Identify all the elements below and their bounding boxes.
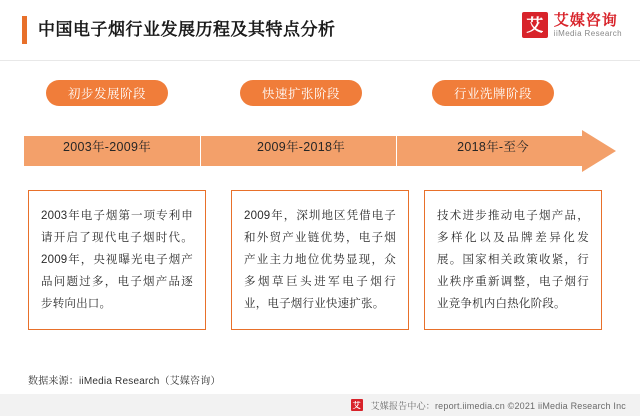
brand-name-cn: 艾媒咨询 <box>553 12 618 29</box>
footer-bar <box>0 394 640 416</box>
stage-pill-2: 快速扩张阶段 <box>240 80 362 106</box>
timeline-period-3: 2018年-至今 <box>457 140 529 154</box>
timeline-period-1: 2003年-2009年 <box>62 140 152 154</box>
data-source-note: 数据来源：iiMedia Research（艾媒咨询） <box>28 376 221 387</box>
stage-pill-3: 行业洗牌阶段 <box>432 80 554 106</box>
stage-card-3 <box>424 190 602 330</box>
brand-name-en: iiMedia Research <box>553 29 622 39</box>
footer-brand-icon: 艾 <box>352 400 361 410</box>
stage-description-3: 技术进步推动电子烟产品，多样化以及品牌差异化发展。国家相关政策收紧，行业秩序重新调整，电子烟行业竞争机内白热化阶段。 <box>437 210 589 310</box>
timeline-arrow-head-icon <box>582 130 616 172</box>
stage-card-2 <box>231 190 409 330</box>
title-accent-bar <box>22 16 27 44</box>
header <box>0 0 640 61</box>
footer-credit: 艾媒报告中心：report.iimedia.cn ©2021 iiMedia Research Inc <box>370 400 626 411</box>
page-title: 中国电子烟行业发展历程及其特点分析 <box>38 20 336 39</box>
brand-mark-icon: 艾 <box>522 12 548 38</box>
stage-card-1 <box>28 190 206 330</box>
timeline-divider-1 <box>200 136 201 166</box>
stage-description-2: 2009年，深圳地区凭借电子和外贸产业链优势，电子烟产业主力地位优势显现，众多烟草巨头进军电子烟行业，电子烟行业快速扩张。 <box>244 210 396 310</box>
stage-pill-1: 初步发展阶段 <box>46 80 168 106</box>
brand-logo <box>522 12 622 38</box>
timeline-divider-2 <box>396 136 397 166</box>
timeline-period-2: 2009年-2018年 <box>256 140 346 154</box>
brand-text <box>554 12 622 38</box>
stage-description-1: 2003年电子烟第一项专利申请开启了现代电子烟时代。2009年，央视曝光电子烟产品问题过多，电子烟产品逐步转向出口。 <box>41 210 193 310</box>
